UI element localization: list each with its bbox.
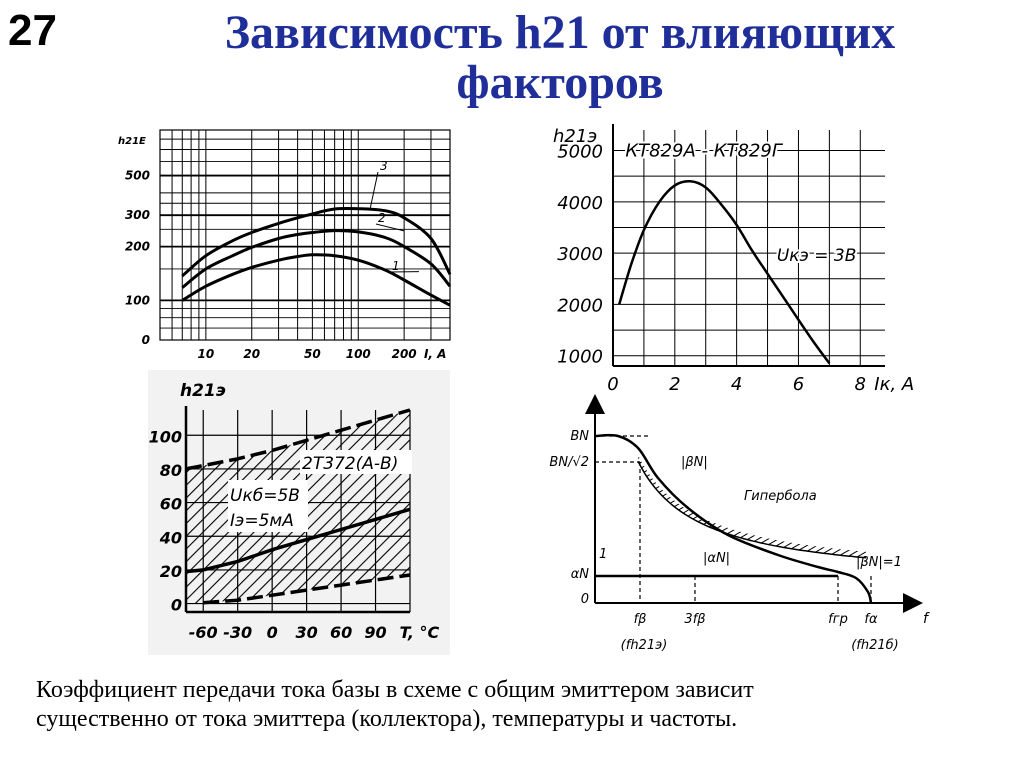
y-tick-label: 500 bbox=[124, 168, 150, 183]
x-tick-label: 4 bbox=[730, 374, 743, 395]
y-tick-label: 80 bbox=[159, 460, 182, 480]
y-axis-label: h21э bbox=[553, 126, 598, 147]
curve-label-beta-unity: |βN|=1 bbox=[856, 555, 902, 570]
hyperbola-label: Гипербола bbox=[744, 489, 817, 504]
title-line-2: факторов bbox=[456, 56, 664, 109]
x-axis-label: I, A bbox=[423, 347, 447, 361]
slide-caption bbox=[36, 676, 1006, 734]
y-axis-label: h21э bbox=[180, 381, 226, 401]
x-tick-label: 50 bbox=[304, 347, 321, 361]
y-tick-label: 100 bbox=[148, 427, 182, 447]
y-level-label: αN bbox=[570, 567, 589, 582]
series-label-leader-2 bbox=[376, 224, 404, 231]
caption-line-2: существенно от тока эмиттера (коллектора), температуры и частоты. bbox=[36, 706, 738, 732]
y-tick-label: 40 bbox=[159, 528, 182, 548]
y-level-label: BN bbox=[570, 429, 589, 444]
x-tick-label: 2 bbox=[669, 374, 681, 395]
y-tick-label: 4000 bbox=[557, 192, 603, 214]
series-line-kt829 bbox=[619, 181, 829, 363]
x-mark-label: 3fβ bbox=[684, 612, 706, 627]
beta-curve bbox=[595, 435, 871, 603]
title-line-1: Зависимость h21 от влияющих bbox=[224, 6, 896, 59]
x-tick-label: 10 bbox=[197, 347, 215, 361]
x-tick-label: 30 bbox=[295, 623, 318, 642]
y-tick-label: 2000 bbox=[557, 295, 603, 317]
x-tick-label: 6 bbox=[792, 374, 805, 395]
y-tick-label: 300 bbox=[124, 208, 150, 223]
x-tick-label: 90 bbox=[364, 623, 387, 642]
y-level-label: 0 bbox=[580, 592, 589, 607]
y-tick-label: 0 bbox=[170, 595, 182, 615]
y-axis-label: h21E bbox=[118, 136, 146, 147]
series-line-3 bbox=[182, 208, 450, 276]
slide-title bbox=[120, 8, 1000, 108]
series-label-3: 3 bbox=[380, 159, 388, 173]
series-label-1: 1 bbox=[392, 259, 400, 273]
curve-label-alpha: |αN| bbox=[703, 551, 731, 566]
y-tick-label: 3000 bbox=[557, 244, 603, 266]
x-axis-label: Iк, А bbox=[874, 374, 915, 395]
y-tick-label: 200 bbox=[124, 239, 150, 254]
x-mark-sub-label: (fh21э) bbox=[620, 638, 668, 653]
x-tick-label: 0 bbox=[266, 623, 278, 642]
x-mark-label: fα bbox=[864, 612, 878, 627]
y-tick-label: 20 bbox=[159, 561, 182, 581]
y-tick-label: 0 bbox=[141, 333, 150, 347]
legend-label: КТ829А - КТ829Г bbox=[625, 140, 782, 162]
x-tick-label: 20 bbox=[243, 347, 261, 361]
y-level-label: BN/√2 bbox=[549, 455, 589, 470]
slide-number: 27 bbox=[8, 6, 57, 55]
caption-line-1: Коэффициент передачи тока базы в схеме с общим эмиттером зависит bbox=[36, 677, 754, 703]
y-tick-label: 60 bbox=[159, 494, 182, 514]
curve-label-unity: 1 bbox=[599, 547, 608, 562]
hyperbola-band bbox=[638, 455, 866, 557]
x-axis-label: T, °C bbox=[399, 623, 440, 642]
x-mark-label: fгр bbox=[828, 612, 848, 627]
x-mark-sub-label: (fh21б) bbox=[851, 638, 899, 653]
x-mark-label: fβ bbox=[633, 612, 647, 627]
x-tick-label: 8 bbox=[854, 374, 866, 395]
x-tick-label: 200 bbox=[391, 347, 417, 361]
chart-h21e-vs-collector-current bbox=[535, 118, 915, 408]
x-tick-label: 0 bbox=[607, 374, 619, 395]
condition-line-2: Iэ=5мА bbox=[230, 511, 294, 531]
x-tick-label: -30 bbox=[223, 623, 253, 642]
curve-label-beta: |βN| bbox=[681, 455, 708, 470]
series-label-2: 2 bbox=[378, 211, 386, 225]
legend-label: 2Т372(А-В) bbox=[302, 454, 399, 474]
y-tick-label: 100 bbox=[124, 293, 150, 308]
condition-label: Uкэ = 3В bbox=[776, 246, 857, 267]
chart-h21e-vs-current bbox=[110, 130, 460, 380]
x-tick-label: -60 bbox=[188, 623, 218, 642]
condition-line-1: Uкб=5В bbox=[230, 486, 300, 506]
x-axis-label: f bbox=[923, 611, 928, 627]
x-tick-label: 60 bbox=[329, 623, 353, 642]
y-tick-label: 1000 bbox=[557, 346, 603, 368]
x-tick-label: 100 bbox=[345, 347, 371, 361]
series-label-leader-3 bbox=[370, 172, 378, 208]
chart-h21e-vs-temperature bbox=[148, 370, 450, 655]
y-tick-label: 5000 bbox=[557, 141, 603, 163]
chart-frequency-dependence bbox=[538, 400, 948, 670]
series-line-1 bbox=[182, 255, 450, 305]
hyperbola-line bbox=[638, 461, 866, 557]
